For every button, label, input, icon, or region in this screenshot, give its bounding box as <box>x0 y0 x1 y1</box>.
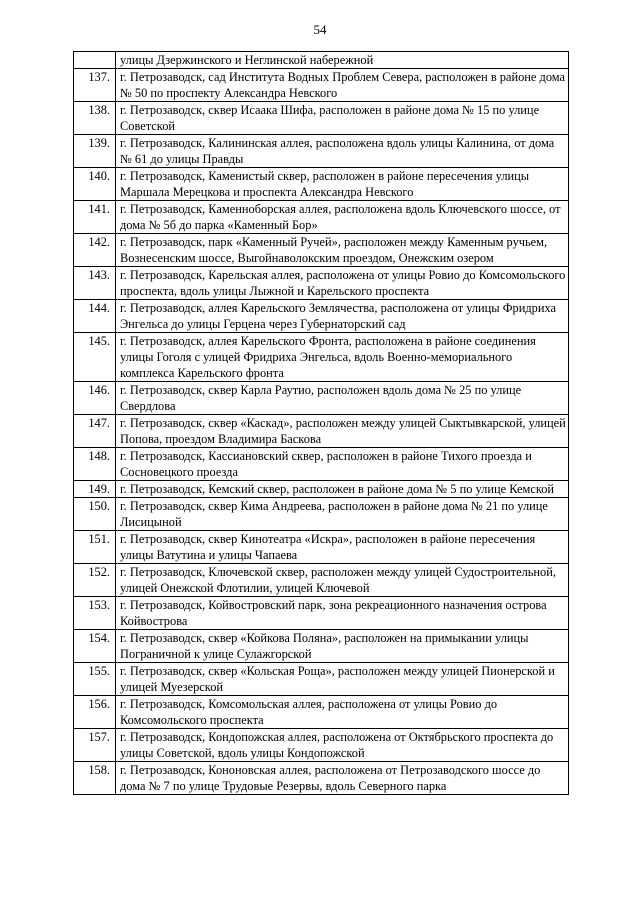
row-description-cell: г. Петрозаводск, Кассиановский сквер, расположен в районе Тихого проезда и Сосновецкого проезда <box>116 448 569 481</box>
table-row <box>74 382 569 415</box>
row-number-cell: 140. <box>74 168 116 201</box>
row-description-cell: г. Петрозаводск, парк «Каменный Ручей», расположен между Каменным ручьем, Вознесенским шоссе, Выгойнаволокским проездом, Онежским озером <box>116 234 569 267</box>
row-number-cell: 142. <box>74 234 116 267</box>
row-description-cell: г. Петрозаводск, сквер «Койкова Поляна», расположен на примыкании улицы Пограничной к улице Сулажгорской <box>116 630 569 663</box>
row-description-cell: г. Петрозаводск, Карельская аллея, расположена от улицы Ровио до Комсомольского проспекта, вдоль улицы Лыжной и Карельского проспекта <box>116 267 569 300</box>
row-description-cell: г. Петрозаводск, Койвостровский парк, зона рекреационного назначения острова Койвострова <box>116 597 569 630</box>
row-description-cell: г. Петрозаводск, аллея Карельского Землячества, расположена от улицы Фридриха Энгельса до улицы Герцена через Губернаторский сад <box>116 300 569 333</box>
table-row <box>74 696 569 729</box>
row-number-cell: 144. <box>74 300 116 333</box>
row-description-cell: г. Петрозаводск, сквер «Каскад», расположен между улицей Сыктывкарской, улицей Попова, проездом Владимира Баскова <box>116 415 569 448</box>
row-description-cell: г. Петрозаводск, сквер Кинотеатра «Искра», расположен в районе пересечения улицы Ватутина и улицы Чапаева <box>116 531 569 564</box>
table-row <box>74 498 569 531</box>
table-row <box>74 135 569 168</box>
row-number-cell: 153. <box>74 597 116 630</box>
page-number: 54 <box>313 22 327 37</box>
row-number-cell: 139. <box>74 135 116 168</box>
row-number-cell: 147. <box>74 415 116 448</box>
table-row <box>74 300 569 333</box>
row-number-cell: 157. <box>74 729 116 762</box>
row-description-cell: г. Петрозаводск, Кондопожская аллея, расположена от Октябрьского проспекта до улицы Советской, вдоль улицы Кондопожской <box>116 729 569 762</box>
table-row <box>74 762 569 795</box>
row-number-cell: 158. <box>74 762 116 795</box>
table-row <box>74 52 569 69</box>
row-number-cell: 137. <box>74 69 116 102</box>
table-row <box>74 168 569 201</box>
row-number-cell: 154. <box>74 630 116 663</box>
row-description-cell: г. Петрозаводск, Кононовская аллея, расположена от Петрозаводского шоссе до дома № 7 по улице Трудовые Резервы, вдоль Северного парка <box>116 762 569 795</box>
row-description-cell: г. Петрозаводск, сквер Карла Раутио, расположен вдоль дома № 25 по улице Свердлова <box>116 382 569 415</box>
table-row <box>74 663 569 696</box>
table-row <box>74 597 569 630</box>
row-description-cell: г. Петрозаводск, Калининская аллея, расположена вдоль улицы Калинина, от дома № 61 до улицы Правды <box>116 135 569 168</box>
row-number-cell: 145. <box>74 333 116 382</box>
row-description-cell: г. Петрозаводск, Кемский сквер, расположен в районе дома № 5 по улице Кемской <box>116 481 569 498</box>
registry-table-body <box>74 52 569 795</box>
table-row <box>74 448 569 481</box>
table-row <box>74 415 569 448</box>
row-description-cell: г. Петрозаводск, сад Института Водных Проблем Севера, расположен в районе дома № 50 по проспекту Александра Невского <box>116 69 569 102</box>
row-description-cell: г. Петрозаводск, Каменноборская аллея, расположена вдоль Ключевского шоссе, от дома № 5б до парка «Каменный Бор» <box>116 201 569 234</box>
table-row <box>74 333 569 382</box>
row-number-cell: 151. <box>74 531 116 564</box>
table-row <box>74 531 569 564</box>
row-number-cell: 152. <box>74 564 116 597</box>
row-number-cell: 138. <box>74 102 116 135</box>
table-row <box>74 267 569 300</box>
row-number-cell <box>74 52 116 69</box>
table-row <box>74 102 569 135</box>
row-number-cell: 143. <box>74 267 116 300</box>
table-row <box>74 630 569 663</box>
row-description-cell: г. Петрозаводск, Каменистый сквер, расположен в районе пересечения улицы Маршала Мерецкова и проспекта Александра Невского <box>116 168 569 201</box>
table-row <box>74 564 569 597</box>
row-description-cell: улицы Дзержинского и Неглинской набережной <box>116 52 569 69</box>
row-description-cell: г. Петрозаводск, Ключевской сквер, расположен между улицей Судостроительной, улицей Онежской Флотилии, улицей Ключевой <box>116 564 569 597</box>
table-row <box>74 234 569 267</box>
row-number-cell: 155. <box>74 663 116 696</box>
row-number-cell: 149. <box>74 481 116 498</box>
row-description-cell: г. Петрозаводск, аллея Карельского Фронта, расположена в районе соединения улицы Гоголя с улицей Фридриха Энгельса, вдоль Военно-мемориального комплекса Карельского фронта <box>116 333 569 382</box>
parks-registry-table <box>73 51 569 795</box>
row-description-cell: г. Петрозаводск, Комсомольская аллея, расположена от улицы Ровио до Комсомольского проспекта <box>116 696 569 729</box>
row-number-cell: 156. <box>74 696 116 729</box>
row-number-cell: 150. <box>74 498 116 531</box>
row-description-cell: г. Петрозаводск, сквер «Кольская Роща», расположен между улицей Пионерской и улицей Муезерской <box>116 663 569 696</box>
row-number-cell: 146. <box>74 382 116 415</box>
row-description-cell: г. Петрозаводск, сквер Исаака Шифа, расположен в районе дома № 15 по улице Советской <box>116 102 569 135</box>
table-row <box>74 729 569 762</box>
table-row <box>74 201 569 234</box>
row-number-cell: 141. <box>74 201 116 234</box>
row-description-cell: г. Петрозаводск, сквер Кима Андреева, расположен в районе дома № 21 по улице Лисицыной <box>116 498 569 531</box>
table-row <box>74 69 569 102</box>
row-number-cell: 148. <box>74 448 116 481</box>
table-row <box>74 481 569 498</box>
